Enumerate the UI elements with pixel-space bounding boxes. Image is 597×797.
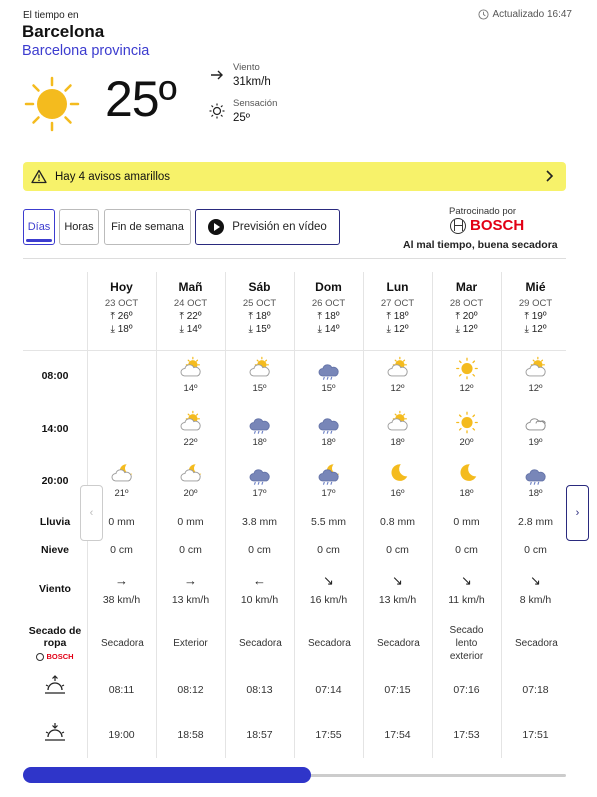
sun-cloud-icon [385,410,411,436]
snow-value: 0 cm [248,544,271,556]
sun-cloud-icon [247,356,273,382]
day-date: 29 OCT [518,298,553,309]
day-max-value: 18º [393,311,409,322]
rain-value: 0 mm [177,516,204,528]
tab-days[interactable]: Días [23,209,55,245]
drying-value: Secado lento exterior [449,625,484,662]
sunrise-time: 07:14 [315,684,342,696]
day-min [225,324,294,335]
arrow-down-icon: ⤓ [386,324,391,335]
day-name: Dom [315,280,342,294]
tab-weekend[interactable]: Fin de semana [104,209,191,245]
sun-cloud-icon [178,410,204,436]
moon-cloud-icon [109,461,135,487]
wind-speed: 11 km/h [448,594,485,606]
scroll-thumb[interactable] [23,767,311,783]
moon-cloud-icon [178,461,204,487]
sunrise-time: 07:18 [522,684,549,696]
sunset-time: 17:54 [384,729,411,741]
header-divider [23,350,566,351]
drying-value: Exterior [173,638,208,649]
day-date: 27 OCT [380,298,415,309]
hour-forecast-h20 [225,461,294,499]
hour-temp: 21º [114,488,129,499]
day-header[interactable] [225,280,294,335]
alert-text: Hay 4 avisos amarillos [55,170,171,183]
arrow-down-icon: ⤓ [248,324,253,335]
day-max-value: 26º [117,311,133,322]
wind-speed: 38 km/h [102,594,141,606]
hour-temp: 17º [252,488,267,499]
rain-value: 5.5 mm [310,516,346,528]
hour-temp: 12º [528,383,543,394]
sunrise-time: 07:15 [384,684,411,696]
arrow-up-icon: ⤒ [179,311,184,322]
arrow-up-icon: ⤒ [317,311,322,322]
cloud-icon [523,410,549,436]
drying-value: Secadora [515,638,558,649]
row-label-sunset [23,722,87,742]
sponsor-brand[interactable] [450,217,524,234]
hour-forecast-h20 [156,461,225,499]
hour-temp: 22º [183,437,198,448]
drying-value: Secadora [377,638,420,649]
hour-temp: 14º [183,383,198,394]
hour-forecast-h08 [225,356,294,394]
arrow-up-icon: ⤒ [455,311,460,322]
sunset-time: 17:51 [522,729,549,741]
rain-cloud-icon [247,461,273,487]
day-name: Mar [455,280,478,294]
arrow-down-icon: ⤓ [524,324,529,335]
wind-direction-icon: ↘ [392,573,403,588]
dry-brand [23,651,87,663]
rain-value: 0 mm [453,516,480,528]
hour-forecast-h08 [294,356,363,394]
hour-temp: 15º [321,383,336,394]
day-date: 28 OCT [449,298,484,309]
wind-speed: 13 km/h [171,594,210,606]
feels-value: 25º [233,112,250,124]
current-feels [209,98,277,124]
wind-direction-icon: → [184,573,197,588]
day-header[interactable] [432,280,501,335]
row-label-wind: Viento [39,583,71,595]
drying-value: Secadora [239,638,282,649]
hour-temp: 15º [252,383,267,394]
hour-forecast-h14 [225,410,294,448]
carousel-next-button[interactable] [566,485,589,541]
sunrise-time: 08:11 [108,684,135,696]
snow-value: 0 cm [179,544,202,556]
feels-label: Sensación [233,98,278,109]
wind-direction-icon: → [115,573,128,588]
rain-value: 0 mm [108,516,135,528]
hour-forecast-h20 [501,461,570,499]
day-min [156,324,225,335]
rain-value: 3.8 mm [241,516,277,528]
hour-forecast-h08 [156,356,225,394]
hour-forecast-h14 [432,410,501,448]
bosch-logo-icon [450,218,466,234]
chevron-right-icon [544,169,554,183]
day-max [294,311,363,322]
hour-temp: 18º [321,437,336,448]
hour-temp: 18º [390,437,405,448]
bosch-small-logo-icon [36,653,44,661]
hour-forecast-h14 [294,410,363,448]
updated-text: Actualizado 16:47 [492,9,572,20]
day-max-value: 20º [462,311,478,322]
tab-hours[interactable]: Horas [59,209,99,245]
video-label: Previsión en vídeo [232,221,327,233]
sun-icon [24,76,80,132]
day-date: 26 OCT [311,298,346,309]
current-wind [209,62,271,88]
day-date: 24 OCT [173,298,208,309]
day-max [87,311,156,322]
hour-temp: 12º [459,383,474,394]
arrow-up-icon: ⤒ [110,311,115,322]
divider [23,258,566,259]
day-min-value: 12º [531,324,547,335]
day-header[interactable] [87,280,156,335]
row-label-1400: 14:00 [41,423,69,435]
moon-rain-icon [316,461,342,487]
current-temperature: 25º [105,71,176,127]
sunset-time: 18:58 [177,729,204,741]
hour-forecast-h14 [501,410,570,448]
day-min [501,324,570,335]
day-min-value: 14º [186,324,202,335]
arrow-down-icon: ⤓ [179,324,184,335]
wind-speed: 10 km/h [240,594,279,606]
sun-cloud-icon [178,356,204,382]
hour-temp: 19º [528,437,543,448]
carousel-prev-button[interactable] [80,485,103,541]
day-min-value: 14º [324,324,340,335]
hour-temp: 18º [528,488,543,499]
arrow-up-icon: ⤒ [386,311,391,322]
chevron-right-icon: › [575,507,580,519]
hour-forecast-h08 [363,356,432,394]
day-max [225,311,294,322]
video-forecast-button[interactable] [195,209,340,245]
hour-forecast-h14 [156,410,225,448]
wind-direction-icon: ↘ [461,573,472,588]
warning-icon [31,169,47,184]
arrow-down-icon: ⤓ [455,324,460,335]
sponsor-slogan: Al mal tiempo, buena secadora [403,239,558,251]
sun-cloud-icon [385,356,411,382]
day-header[interactable] [294,280,363,335]
sunrise-icon [44,675,66,695]
day-date: 25 OCT [242,298,277,309]
day-max [363,311,432,322]
wind-direction-icon: ↘ [323,573,334,588]
moon-icon [454,461,480,487]
wind-speed: 13 km/h [378,594,417,606]
wind-value: 31km/h [233,76,271,88]
drying-value: Secadora [308,638,351,649]
arrow-up-icon: ⤒ [524,311,529,322]
sun-half-icon [209,103,225,119]
rain-cloud-icon [316,410,342,436]
day-max [432,311,501,322]
arrow-down-icon: ⤓ [110,324,115,335]
row-label-0800: 08:00 [41,370,69,382]
city-title: Barcelona [22,22,105,41]
row-label-dry-text: Secado de ropa [28,625,82,649]
hour-forecast-h20 [294,461,363,499]
day-max [501,311,570,322]
arrow-down-icon: ⤓ [317,324,322,335]
hour-temp: 12º [390,383,405,394]
day-header[interactable] [501,280,570,335]
hour-forecast-h08 [432,356,501,394]
day-max-value: 18º [324,311,340,322]
wind-label: Viento [233,62,260,73]
hour-temp: 18º [459,488,474,499]
hour-temp: 18º [252,437,267,448]
forecast-table [23,272,566,758]
sun-icon [454,356,480,382]
day-max [156,311,225,322]
rain-value: 0.8 mm [379,516,415,528]
dry-brand-name: BOSCH [46,652,74,661]
day-min [432,324,501,335]
clock-icon [478,9,489,20]
snow-value: 0 cm [110,544,133,556]
row-label-2000: 20:00 [41,475,69,487]
moon-icon [385,461,411,487]
sun-cloud-icon [523,356,549,382]
wind-speed: 16 km/h [309,594,348,606]
day-name: Sáb [248,280,271,294]
arrow-right-icon [209,67,225,83]
snow-value: 0 cm [386,544,409,556]
province-link[interactable]: Barcelona provincia [22,43,150,59]
chevron-left-icon: ‹ [89,507,94,519]
sunrise-time: 08:12 [177,684,204,696]
sponsor-brand-name: BOSCH [470,217,525,234]
row-label-snow: Nieve [40,544,70,556]
alert-banner[interactable] [23,162,566,191]
sponsor-by: Patrocinado por [449,206,517,217]
hour-forecast-h08 [501,356,570,394]
day-min [294,324,363,335]
sunrise-time: 07:16 [453,684,480,696]
row-label-sunrise [23,675,87,695]
day-header[interactable] [156,280,225,335]
day-name: Hoy [110,280,133,294]
snow-value: 0 cm [524,544,547,556]
header-prefix: El tiempo en [23,10,79,21]
hour-temp: 20º [183,488,198,499]
sunset-time: 17:53 [453,729,480,741]
day-name: Mié [525,280,546,294]
day-name: Mañ [178,280,203,294]
sunset-time: 17:55 [315,729,342,741]
day-min-value: 12º [393,324,409,335]
sunset-time: 18:57 [246,729,273,741]
day-min [363,324,432,335]
hour-forecast-h08 [87,356,156,357]
drying-value: Secadora [101,638,144,649]
rain-cloud-icon [316,356,342,382]
hour-temp: 17º [321,488,336,499]
row-label-rain: Lluvia [39,516,71,528]
day-name: Lun [386,280,409,294]
wind-direction-icon: ↘ [530,573,541,588]
row-label-dry [23,625,87,663]
day-min-value: 18º [117,324,133,335]
updated-time [478,9,572,20]
hour-forecast-h14 [363,410,432,448]
day-min-value: 12º [462,324,478,335]
rain-value: 2.8 mm [517,516,553,528]
rain-cloud-icon [523,461,549,487]
wind-direction-icon: ← [253,573,266,588]
sun-icon [454,410,480,436]
snow-value: 0 cm [455,544,478,556]
hour-temp: 16º [390,488,405,499]
day-max-value: 19º [531,311,547,322]
sunrise-time: 08:13 [246,684,273,696]
day-date: 23 OCT [104,298,139,309]
hour-temp: 20º [459,437,474,448]
day-header[interactable] [363,280,432,335]
hour-forecast-h20 [363,461,432,499]
hour-forecast-h20 [432,461,501,499]
snow-value: 0 cm [317,544,340,556]
sunset-icon [44,722,66,742]
day-max-value: 22º [186,311,202,322]
rain-cloud-icon [247,410,273,436]
wind-speed: 8 km/h [519,594,552,606]
day-max-value: 18º [255,311,271,322]
arrow-up-icon: ⤒ [248,311,253,322]
day-min [87,324,156,335]
hour-forecast-h14 [87,410,156,411]
day-min-value: 15º [255,324,271,335]
sunset-time: 19:00 [108,729,135,741]
play-icon [208,219,224,235]
